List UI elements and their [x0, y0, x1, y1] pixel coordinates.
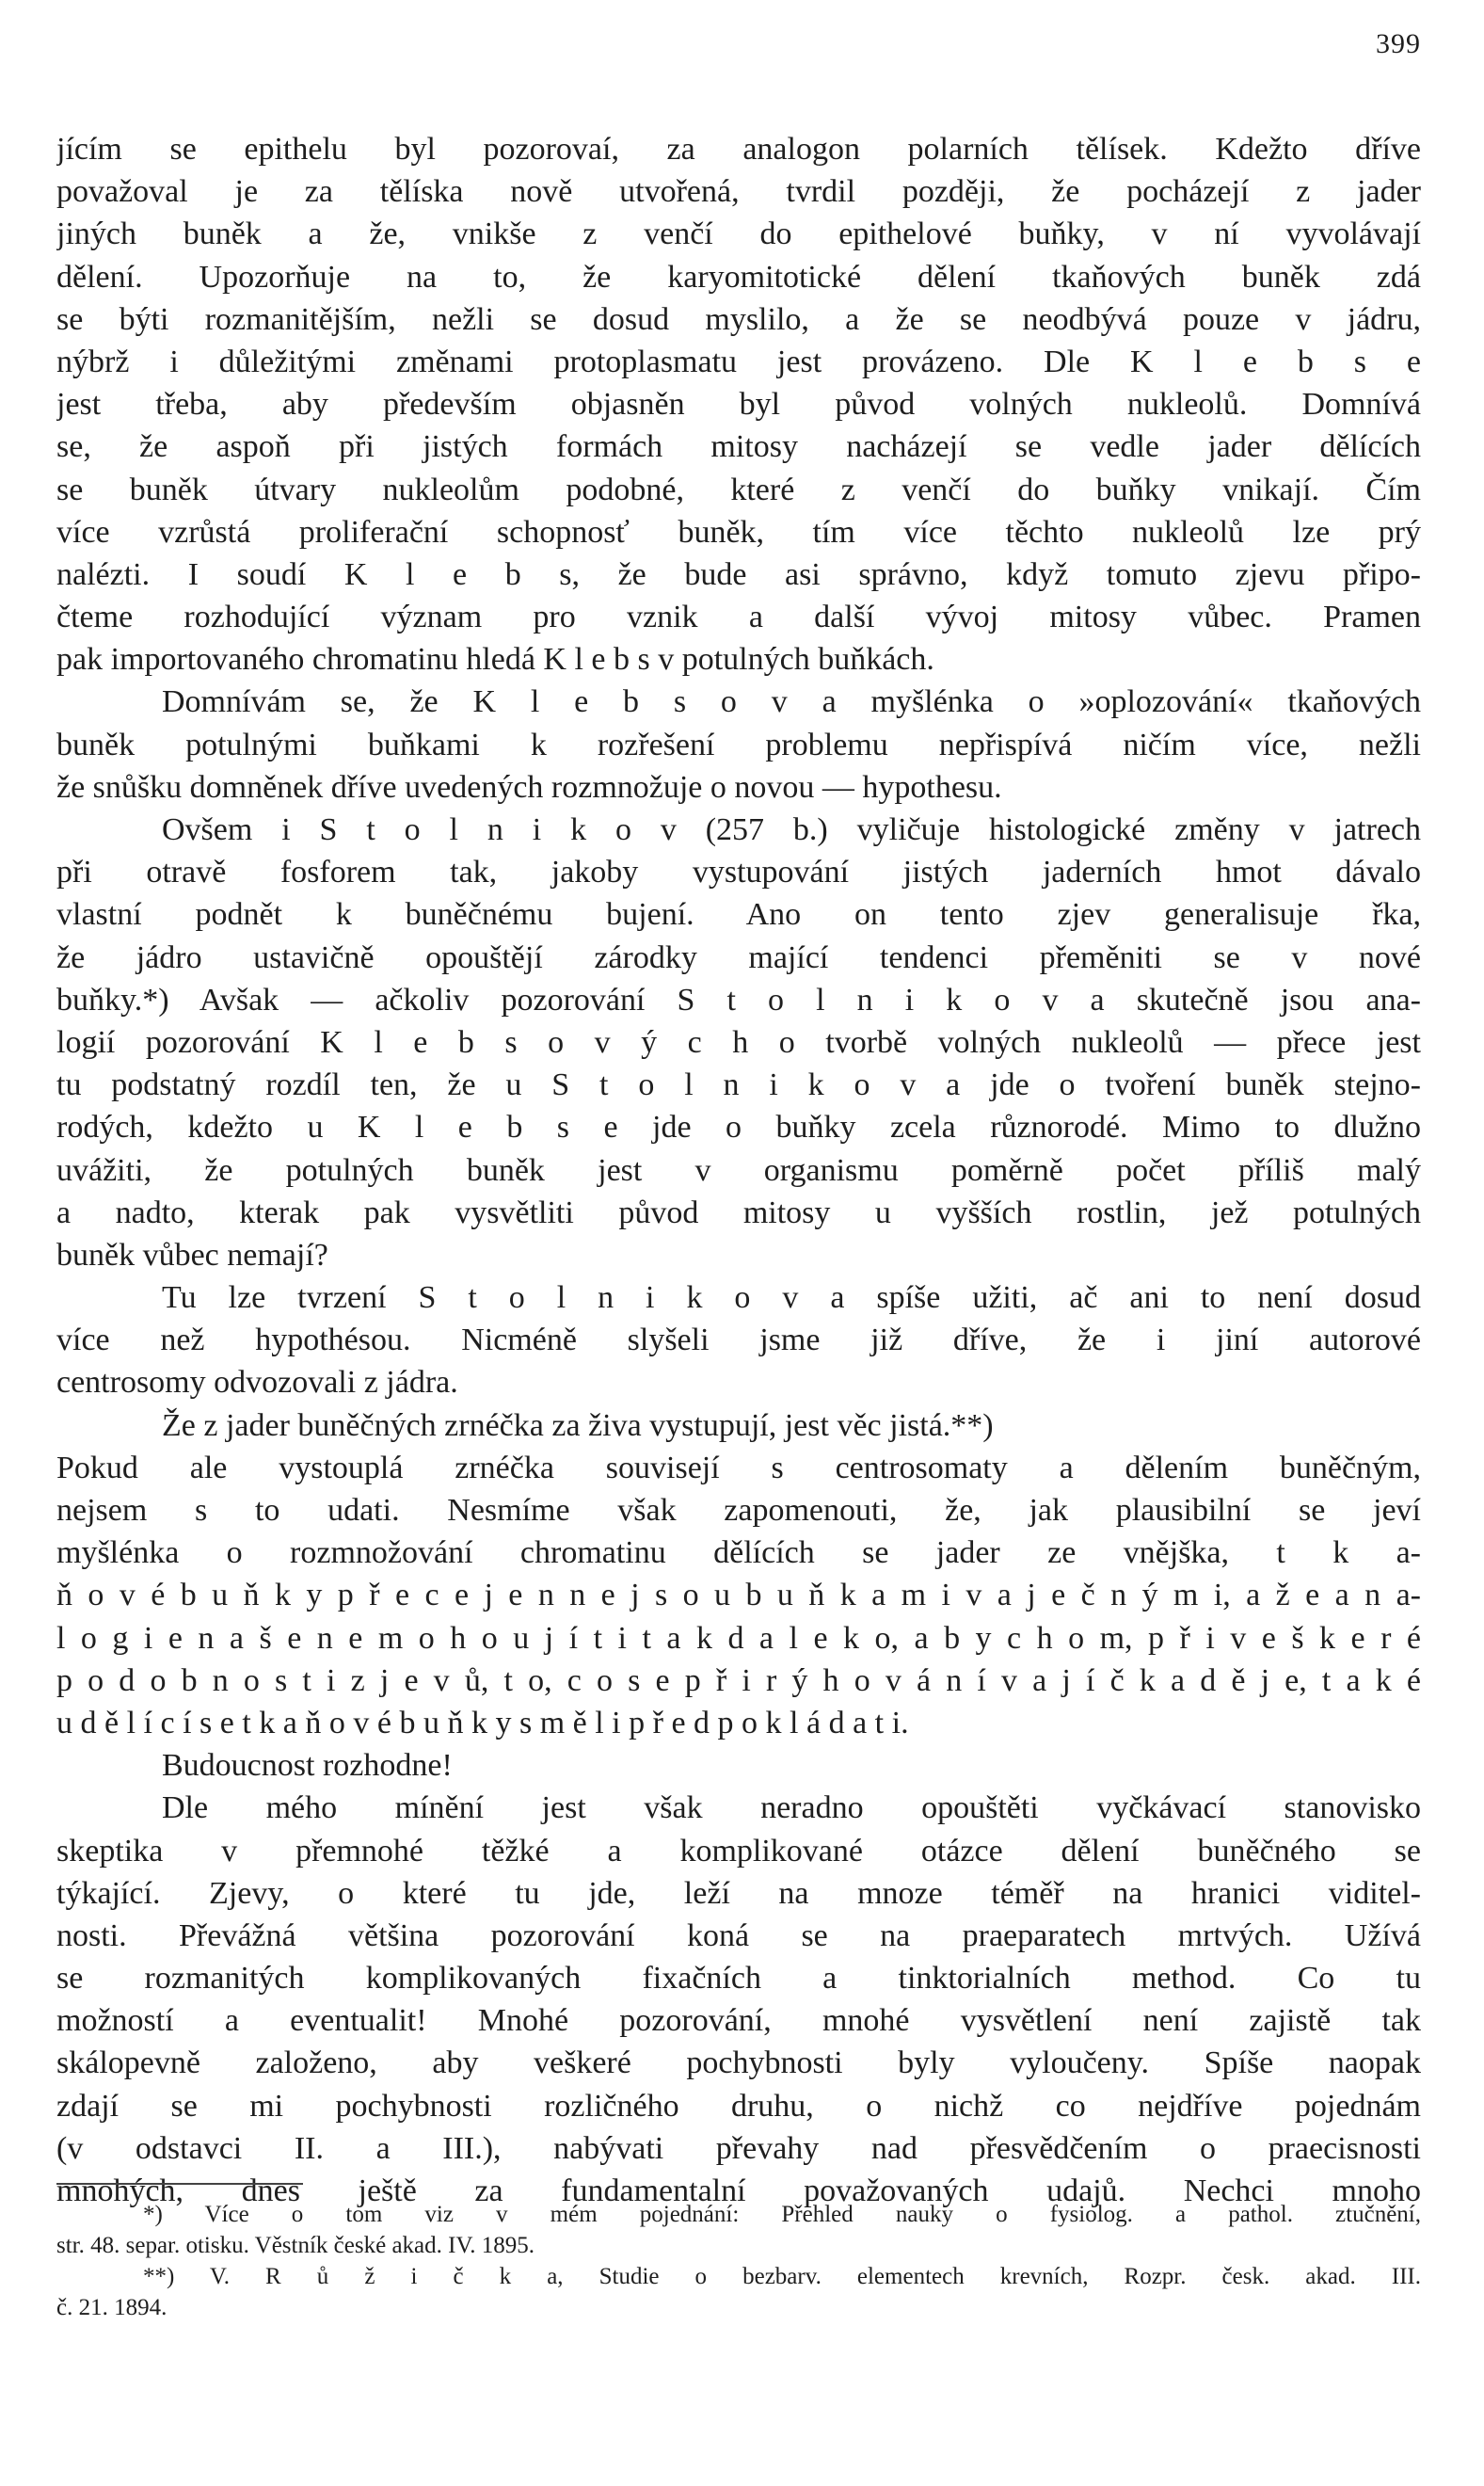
- text-line: centrosomy odvozovali z jádra.: [56, 1365, 458, 1401]
- text-line: mnohých, dnes ještě za fundamentalní považovaných udajů. Nechci mnoho: [56, 2173, 1421, 2208]
- paragraph-start-line: Že z jader buněčných zrnéčka za živa vystupují, jest věc jistá.**): [162, 1407, 994, 1443]
- footnote-line: **) V. R ů ž i č k a, Studie o bezbarv. elementech krevních, Rozpr. česk. akad. III.: [143, 2264, 1421, 2289]
- text-line: zdají se mi pochybnosti rozličného druhu, o nichž co nejdříve pojednám: [56, 2088, 1421, 2124]
- text-line: ň o v é b u ň k y p ř e c e j e n n e j s o u b u ň k a m i v a j e č n ý m i, a ž e a n a-: [56, 1578, 1421, 1613]
- footnotes: [56, 2199, 1421, 2323]
- paragraph-start-line: Domnívám se, že K l e b s o v a myšlénka o »oplozování« tkaňových: [162, 684, 1421, 720]
- text-line: buněk vůbec nemají?: [56, 1237, 328, 1273]
- text-line: Pokud ale vystouplá zrnéčka souvisejí s centrosomaty a dělením buněčným,: [56, 1450, 1421, 1485]
- paragraph-start-line: Ovšem i S t o l n i k o v (257 b.) vyličuje histologické změny v jatrech: [162, 812, 1421, 847]
- text-line: a nadto, kterak pak vysvětliti původ mitosy u vyšších rostlin, jež potulných: [56, 1195, 1421, 1230]
- text-line: myšlénka o rozmnožování chromatinu dělících se jader ze vnějška, t k a-: [56, 1535, 1421, 1571]
- text-line: skeptika v přemnohé těžké a komplikované otázce dělení buněčného se: [56, 1833, 1421, 1869]
- text-line: vlastní podnět k buněčnému bujení. Ano on tento zjev generalisuje řka,: [56, 897, 1421, 933]
- text-line: nosti. Převážná většina pozorování koná se na praeparatech mrtvých. Užívá: [56, 1917, 1421, 1953]
- paragraph-start-line: Tu lze tvrzení S t o l n i k o v a spíše užiti, ač ani to není dosud: [162, 1280, 1421, 1316]
- text-line: považoval je za tělíska nově utvořená, tvrdil později, že pocházejí z jader: [56, 174, 1421, 210]
- text-line: skálopevně založeno, aby veškeré pochybnosti byly vyloučeny. Spíše naopak: [56, 2045, 1421, 2081]
- paragraph-start-line: Dle mého mínění jest však neradno opouštěti vyčkávací stanovisko: [162, 1790, 1421, 1826]
- page-body: [56, 128, 1421, 2212]
- text-line: se rozmanitých komplikovaných fixačních a tinktorialních method. Co tu: [56, 1961, 1421, 1997]
- text-line: že jádro ustavičně opouštějí zárodky mající tendenci přeměniti se v nové: [56, 939, 1421, 975]
- text-line: p o d o b n o s t i z j e v ů, t o, c o s e p ř i r ý h o v á n í v a j í č k a d ě j e, t a k é: [56, 1662, 1421, 1698]
- footnote-line: *) Více o tom viz v mém pojednání: Přehled nauky o fysiolog. a pathol. ztučnění,: [143, 2202, 1421, 2227]
- footnote-line: č. 21. 1894.: [56, 2295, 168, 2320]
- text-line: rodých, kdežto u K l e b s e jde o buňky zcela různorodé. Mimo to dlužno: [56, 1110, 1421, 1146]
- text-line: u d ě l í c í s e t k a ň o v é b u ň k y s m ě l i p ř e d p o k l á d a t i.: [56, 1705, 909, 1740]
- text-line: jest třeba, aby především objasněn byl původ volných nukleolů. Domnívá: [56, 387, 1421, 423]
- text-line: jícím se epithelu byl pozorovaí, za analogon polarních tělísek. Kdežto dříve: [56, 132, 1421, 167]
- page-number: 399: [1376, 28, 1421, 59]
- text-line: více než hypothésou. Nicméně slyšeli jsme již dříve, že i jiní autorové: [56, 1323, 1421, 1358]
- footnote-line: str. 48. separ. otisku. Věstník české akad. IV. 1895.: [56, 2233, 535, 2258]
- text-line: logií pozorování K l e b s o v ý c h o tvorbě volných nukleolů — přece jest: [56, 1024, 1421, 1060]
- text-line: že snůšku domněnek dříve uvedených rozmnožuje o novou — hypothesu.: [56, 769, 1002, 805]
- footnote-divider: [56, 2183, 303, 2185]
- text-line: pak importovaného chromatinu hledá K l e b s v potulných buňkách.: [56, 642, 934, 678]
- text-line: jiných buněk a že, vnikše z venčí do epithelové buňky, v ní vyvolávají: [56, 217, 1421, 252]
- text-line: l o g i e n a š e n e m o h o u j í t i t a k d a l e k o, a b y c h o m, p ř i v e š k e r é: [56, 1620, 1421, 1656]
- text-line: čteme rozhodující význam pro vznik a další vývoj mitosy vůbec. Pramen: [56, 600, 1421, 635]
- text-line: týkající. Zjevy, o které tu jde, leží na mnoze téměř na hranici viditel-: [56, 1875, 1421, 1911]
- text-line: tu podstatný rozdíl ten, že u S t o l n i k o v a jde o tvoření buněk stejno-: [56, 1067, 1421, 1103]
- text-line: se buněk útvary nukleolům podobné, které z venčí do buňky vnikají. Čím: [56, 472, 1421, 507]
- text-line: buňky.*) Avšak — ačkoliv pozorování S t o l n i k o v a skutečně jsou ana-: [56, 982, 1421, 1018]
- text-line: se býti rozmanitějším, nežli se dosud myslilo, a že se neodbývá pouze v jádru,: [56, 301, 1421, 337]
- text-line: při otravě fosforem tak, jakoby vystupování jistých jaderních hmot dávalo: [56, 855, 1421, 890]
- text-line: nýbrž i důležitými změnami protoplasmatu jest provázeno. Dle K l e b s e: [56, 344, 1421, 379]
- text-line: buněk potulnými buňkami k rozřešení problemu nepřispívá ničím více, nežli: [56, 727, 1421, 762]
- text-line: možností a eventualit! Mnohé pozorování, mnohé vysvětlení není zajistě tak: [56, 2003, 1421, 2039]
- text-line: uvážiti, že potulných buněk jest v organismu poměrně počet příliš malý: [56, 1152, 1421, 1188]
- text-line: dělení. Upozorňuje na to, že karyomitotické dělení tkaňových buněk zdá: [56, 259, 1421, 295]
- paragraph-start-line: Budoucnost rozhodne!: [162, 1748, 453, 1784]
- text-line: nalézti. I soudí K l e b s, že bude asi správno, když tomuto zjevu připo-: [56, 556, 1421, 592]
- text-line: se, že aspoň při jistých formách mitosy nacházejí se vedle jader dělících: [56, 429, 1421, 465]
- text-line: více vzrůstá proliferační schopnosť buněk, tím více těchto nukleolů lze prý: [56, 514, 1421, 550]
- text-line: (v odstavci II. a III.), nabývati převahy nad přesvědčením o praecisnosti: [56, 2130, 1421, 2166]
- text-line: nejsem s to udati. Nesmíme však zapomenouti, že, jak plausibilní se jeví: [56, 1493, 1421, 1528]
